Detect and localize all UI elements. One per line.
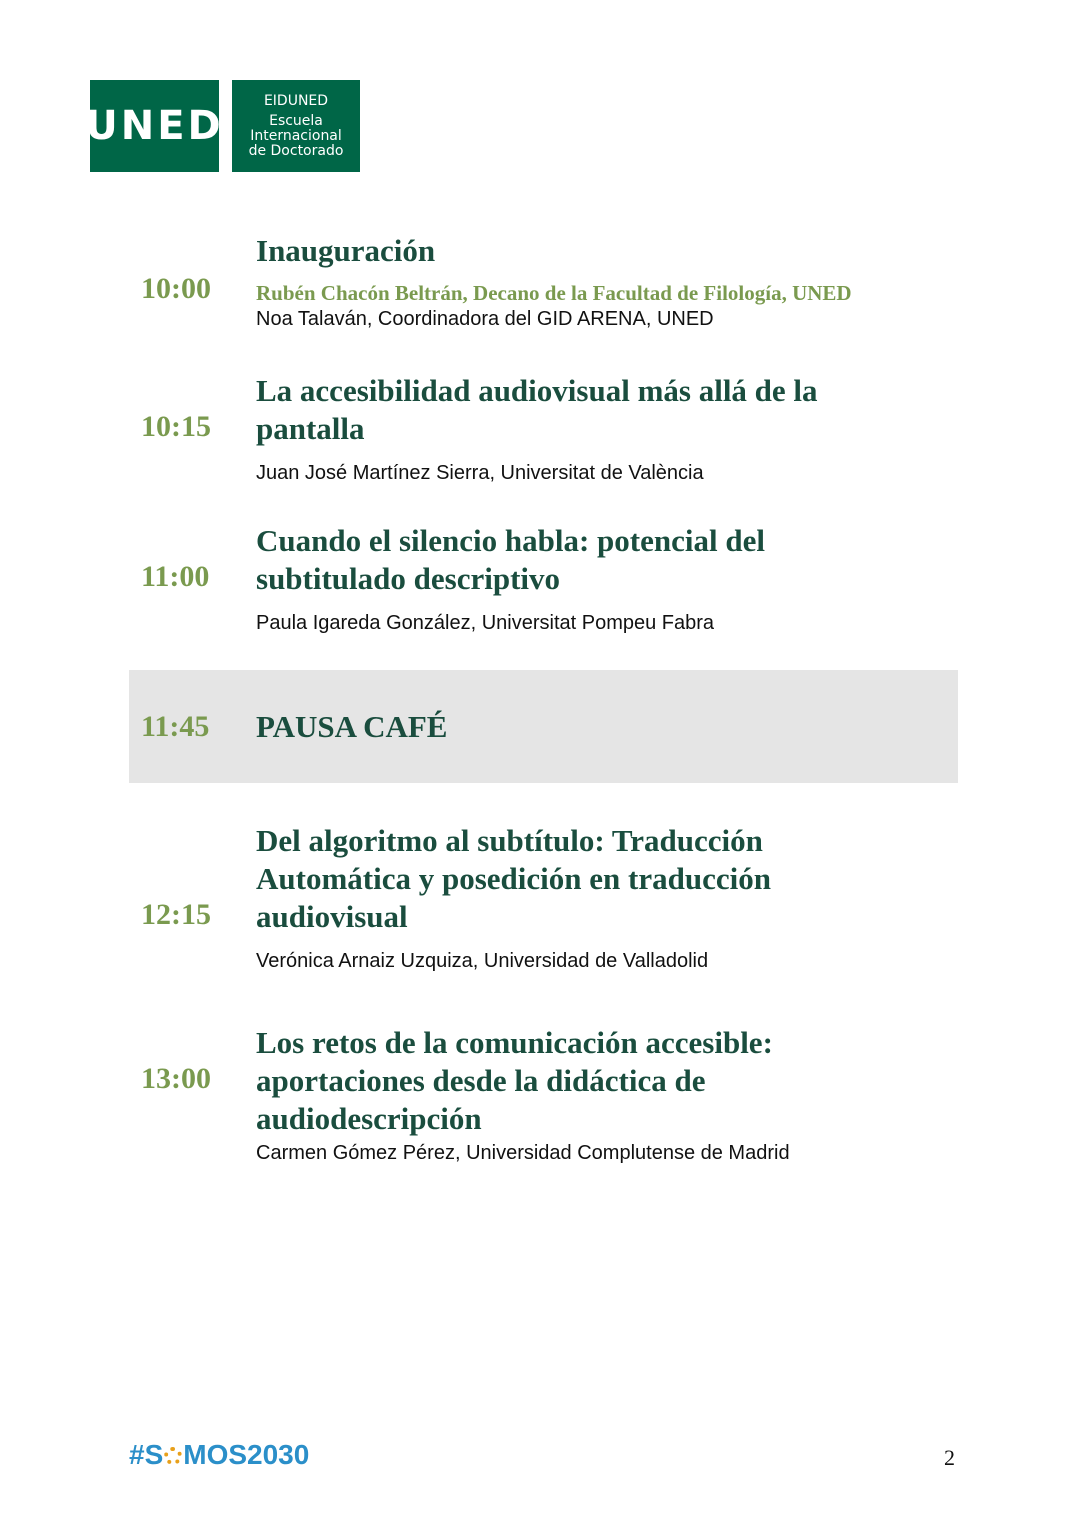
eiduned-line-3: de Doctorado: [248, 142, 344, 159]
coffee-break-banner: [129, 670, 958, 783]
break-title: PAUSA CAFÉ: [256, 709, 448, 744]
session-time: 11:00: [141, 560, 210, 593]
session-time: 10:15: [141, 410, 211, 443]
eiduned-label: EIDUNED: [263, 92, 329, 109]
session-time: 12:15: [141, 898, 211, 931]
hashtag-end: MOS2030: [183, 1439, 310, 1470]
session-title: Cuando el silencio habla: potencial del subtitulado descriptivo: [256, 523, 765, 596]
sdg-wheel-icon: [164, 1447, 182, 1465]
session-time: 10:00: [141, 272, 211, 305]
session-speaker: Noa Talaván, Coordinadora del GID ARENA, UNED: [256, 308, 714, 330]
eiduned-line-1: Escuela: [269, 112, 323, 129]
session-title: Los retos de la comunicación accesible: aportaciones desde la didáctica de audiodescripción: [256, 1025, 773, 1136]
break-time: 11:45: [141, 710, 210, 743]
uned-logo: [85, 80, 360, 172]
session-speaker: Paula Igareda González, Universitat Pompeu Fabra: [256, 612, 715, 634]
session-time: 13:00: [141, 1062, 211, 1095]
session-title: Inauguración: [256, 233, 436, 268]
hashtag-start: #S: [129, 1439, 164, 1470]
eiduned-logo-box: [232, 80, 360, 172]
session-speaker: Carmen Gómez Pérez, Universidad Complutense de Madrid: [256, 1142, 790, 1164]
session-title: La accesibilidad audiovisual más allá de la pantalla: [256, 373, 818, 446]
session-speaker: Juan José Martínez Sierra, Universitat de València: [256, 462, 704, 484]
eiduned-line-2: Internacional: [250, 127, 342, 144]
session-speaker: Verónica Arnaiz Uzquiza, Universidad de Valladolid: [256, 950, 709, 972]
uned-wordmark: UNED: [85, 103, 224, 149]
uned-logo-box: [85, 80, 224, 172]
somos2030-hashtag: [129, 1439, 309, 1471]
page-number: 2: [944, 1445, 955, 1470]
session-title: Del algoritmo al subtítulo: Traducción Automática y posedición en traducción audiovisual: [256, 823, 771, 934]
session-chair: Rubén Chacón Beltrán, Decano de la Facultad de Filología, UNED: [256, 281, 852, 305]
